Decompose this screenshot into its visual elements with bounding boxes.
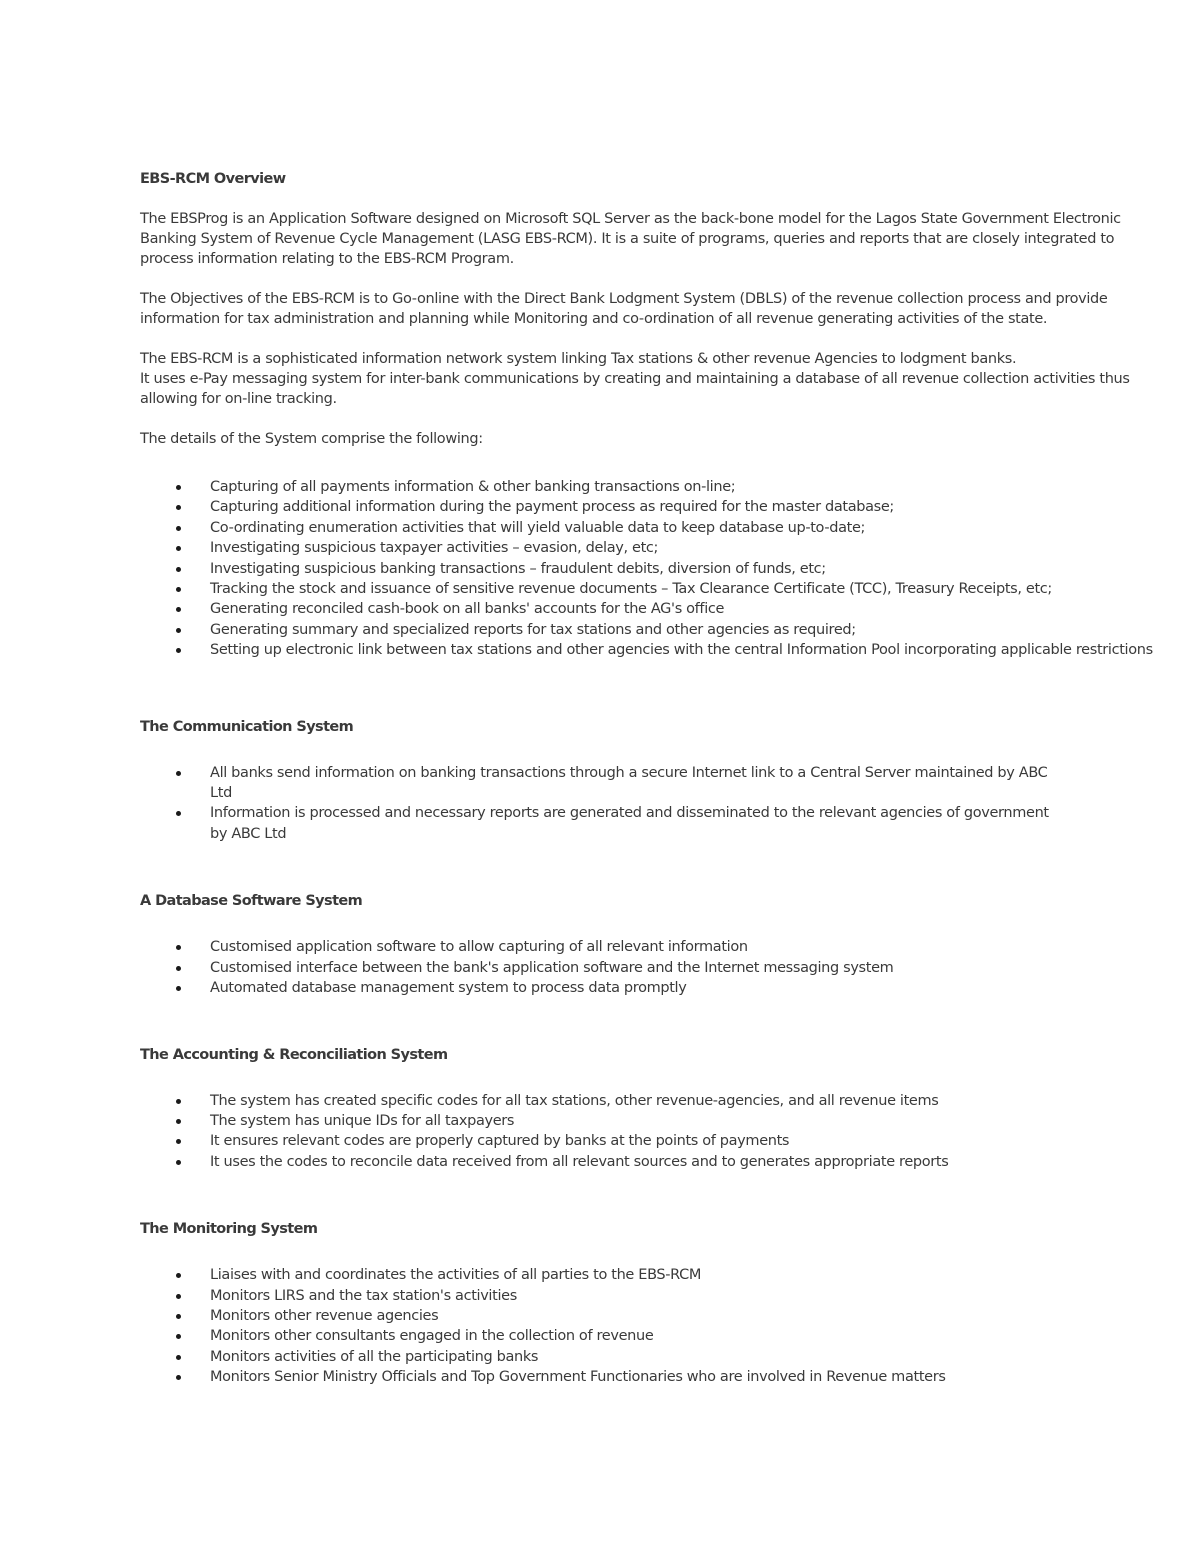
list-item: Customised interface between the bank's application software and the Internet messaging system xyxy=(140,958,1200,978)
accounting-list xyxy=(140,1091,1200,1173)
overview-p1-line3: process information relating to the EBS-RCM Program. xyxy=(140,251,514,267)
overview-paragraph-3 xyxy=(140,349,1200,409)
overview-p1-line2: Banking System of Revenue Cycle Management (LASG EBS-RCM). It is a suite of programs, queries and reports that are closely integrated to xyxy=(140,231,1115,247)
list-item: It ensures relevant codes are properly captured by banks at the points of payments xyxy=(140,1131,1200,1151)
overview-p3-line2: It uses e-Pay messaging system for inter-bank communications by creating and maintaining a database of all revenue collection activities thus xyxy=(140,371,1130,387)
communication-heading: The Communication System xyxy=(140,718,354,735)
document-page xyxy=(140,169,1200,1388)
list-item: Setting up electronic link between tax stations and other agencies with the central Information Pool incorporating applicable restrictions xyxy=(140,640,1200,660)
list-item: It uses the codes to reconcile data received from all relevant sources and to generates appropriate reports xyxy=(140,1152,1200,1172)
database-heading: A Database Software System xyxy=(140,893,363,910)
list-item: Co-ordinating enumeration activities that will yield valuable data to keep database up-to-date; xyxy=(140,518,1200,538)
list-item: Information is processed and necessary reports are generated and disseminated to the relevant agencies of government by ABC Ltd xyxy=(140,803,1050,844)
details-list xyxy=(140,477,1200,661)
list-item: Customised application software to allow capturing of all relevant information xyxy=(140,937,1200,957)
list-item: Monitors activities of all the participating banks xyxy=(140,1347,1200,1367)
list-item: Investigating suspicious taxpayer activities – evasion, delay, etc; xyxy=(140,538,1200,558)
list-item: Capturing of all payments information & other banking transactions on-line; xyxy=(140,477,1200,497)
overview-paragraph-2 xyxy=(140,289,1200,329)
monitoring-heading: The Monitoring System xyxy=(140,1221,318,1238)
list-item: Monitors other consultants engaged in the collection of revenue xyxy=(140,1326,1200,1346)
list-item: All banks send information on banking transactions through a secure Internet link to a Central Server maintained by ABC Ltd xyxy=(140,763,1050,804)
overview-p3-line1: The EBS-RCM is a sophisticated information network system linking Tax stations & other revenue Agencies to lodgment banks. xyxy=(140,351,1017,367)
list-item: Automated database management system to process data promptly xyxy=(140,978,1200,998)
list-item: The system has created specific codes for all tax stations, other revenue-agencies, and all revenue items xyxy=(140,1091,1200,1111)
accounting-heading: The Accounting & Reconciliation System xyxy=(140,1046,448,1063)
list-item: Investigating suspicious banking transactions – fraudulent debits, diversion of funds, etc; xyxy=(140,559,1200,579)
monitoring-list xyxy=(140,1265,1200,1387)
database-list xyxy=(140,937,1200,998)
overview-paragraph-1 xyxy=(140,209,1200,269)
overview-p2-line1: The Objectives of the EBS-RCM is to Go-online with the Direct Bank Lodgment System (DBLS) of the revenue collection process and provide xyxy=(140,291,1108,307)
list-item: Generating reconciled cash-book on all banks' accounts for the AG's office xyxy=(140,599,1200,619)
communication-list xyxy=(140,763,1200,845)
details-intro: The details of the System comprise the following: xyxy=(140,431,483,447)
overview-p3-line3: allowing for on-line tracking. xyxy=(140,391,337,407)
list-item: Generating summary and specialized reports for tax stations and other agencies as required; xyxy=(140,620,1200,640)
overview-p2-line2: information for tax administration and planning while Monitoring and co-ordination of all revenue generating activities of the state. xyxy=(140,311,1048,327)
list-item: Monitors Senior Ministry Officials and Top Government Functionaries who are involved in Revenue matters xyxy=(140,1367,1200,1387)
list-item: Liaises with and coordinates the activities of all parties to the EBS-RCM xyxy=(140,1265,1200,1285)
list-item: Monitors LIRS and the tax station's activities xyxy=(140,1286,1200,1306)
overview-p1-line1: The EBSProg is an Application Software designed on Microsoft SQL Server as the back-bone model for the Lagos State Government Electronic xyxy=(140,211,1121,227)
list-item: Capturing additional information during the payment process as required for the master database; xyxy=(140,497,1200,517)
list-item: Tracking the stock and issuance of sensitive revenue documents – Tax Clearance Certificate (TCC), Treasury Receipts, etc; xyxy=(140,579,1200,599)
overview-heading: EBS-RCM Overview xyxy=(140,171,286,187)
list-item: The system has unique IDs for all taxpayers xyxy=(140,1111,1200,1131)
list-item: Monitors other revenue agencies xyxy=(140,1306,1200,1326)
